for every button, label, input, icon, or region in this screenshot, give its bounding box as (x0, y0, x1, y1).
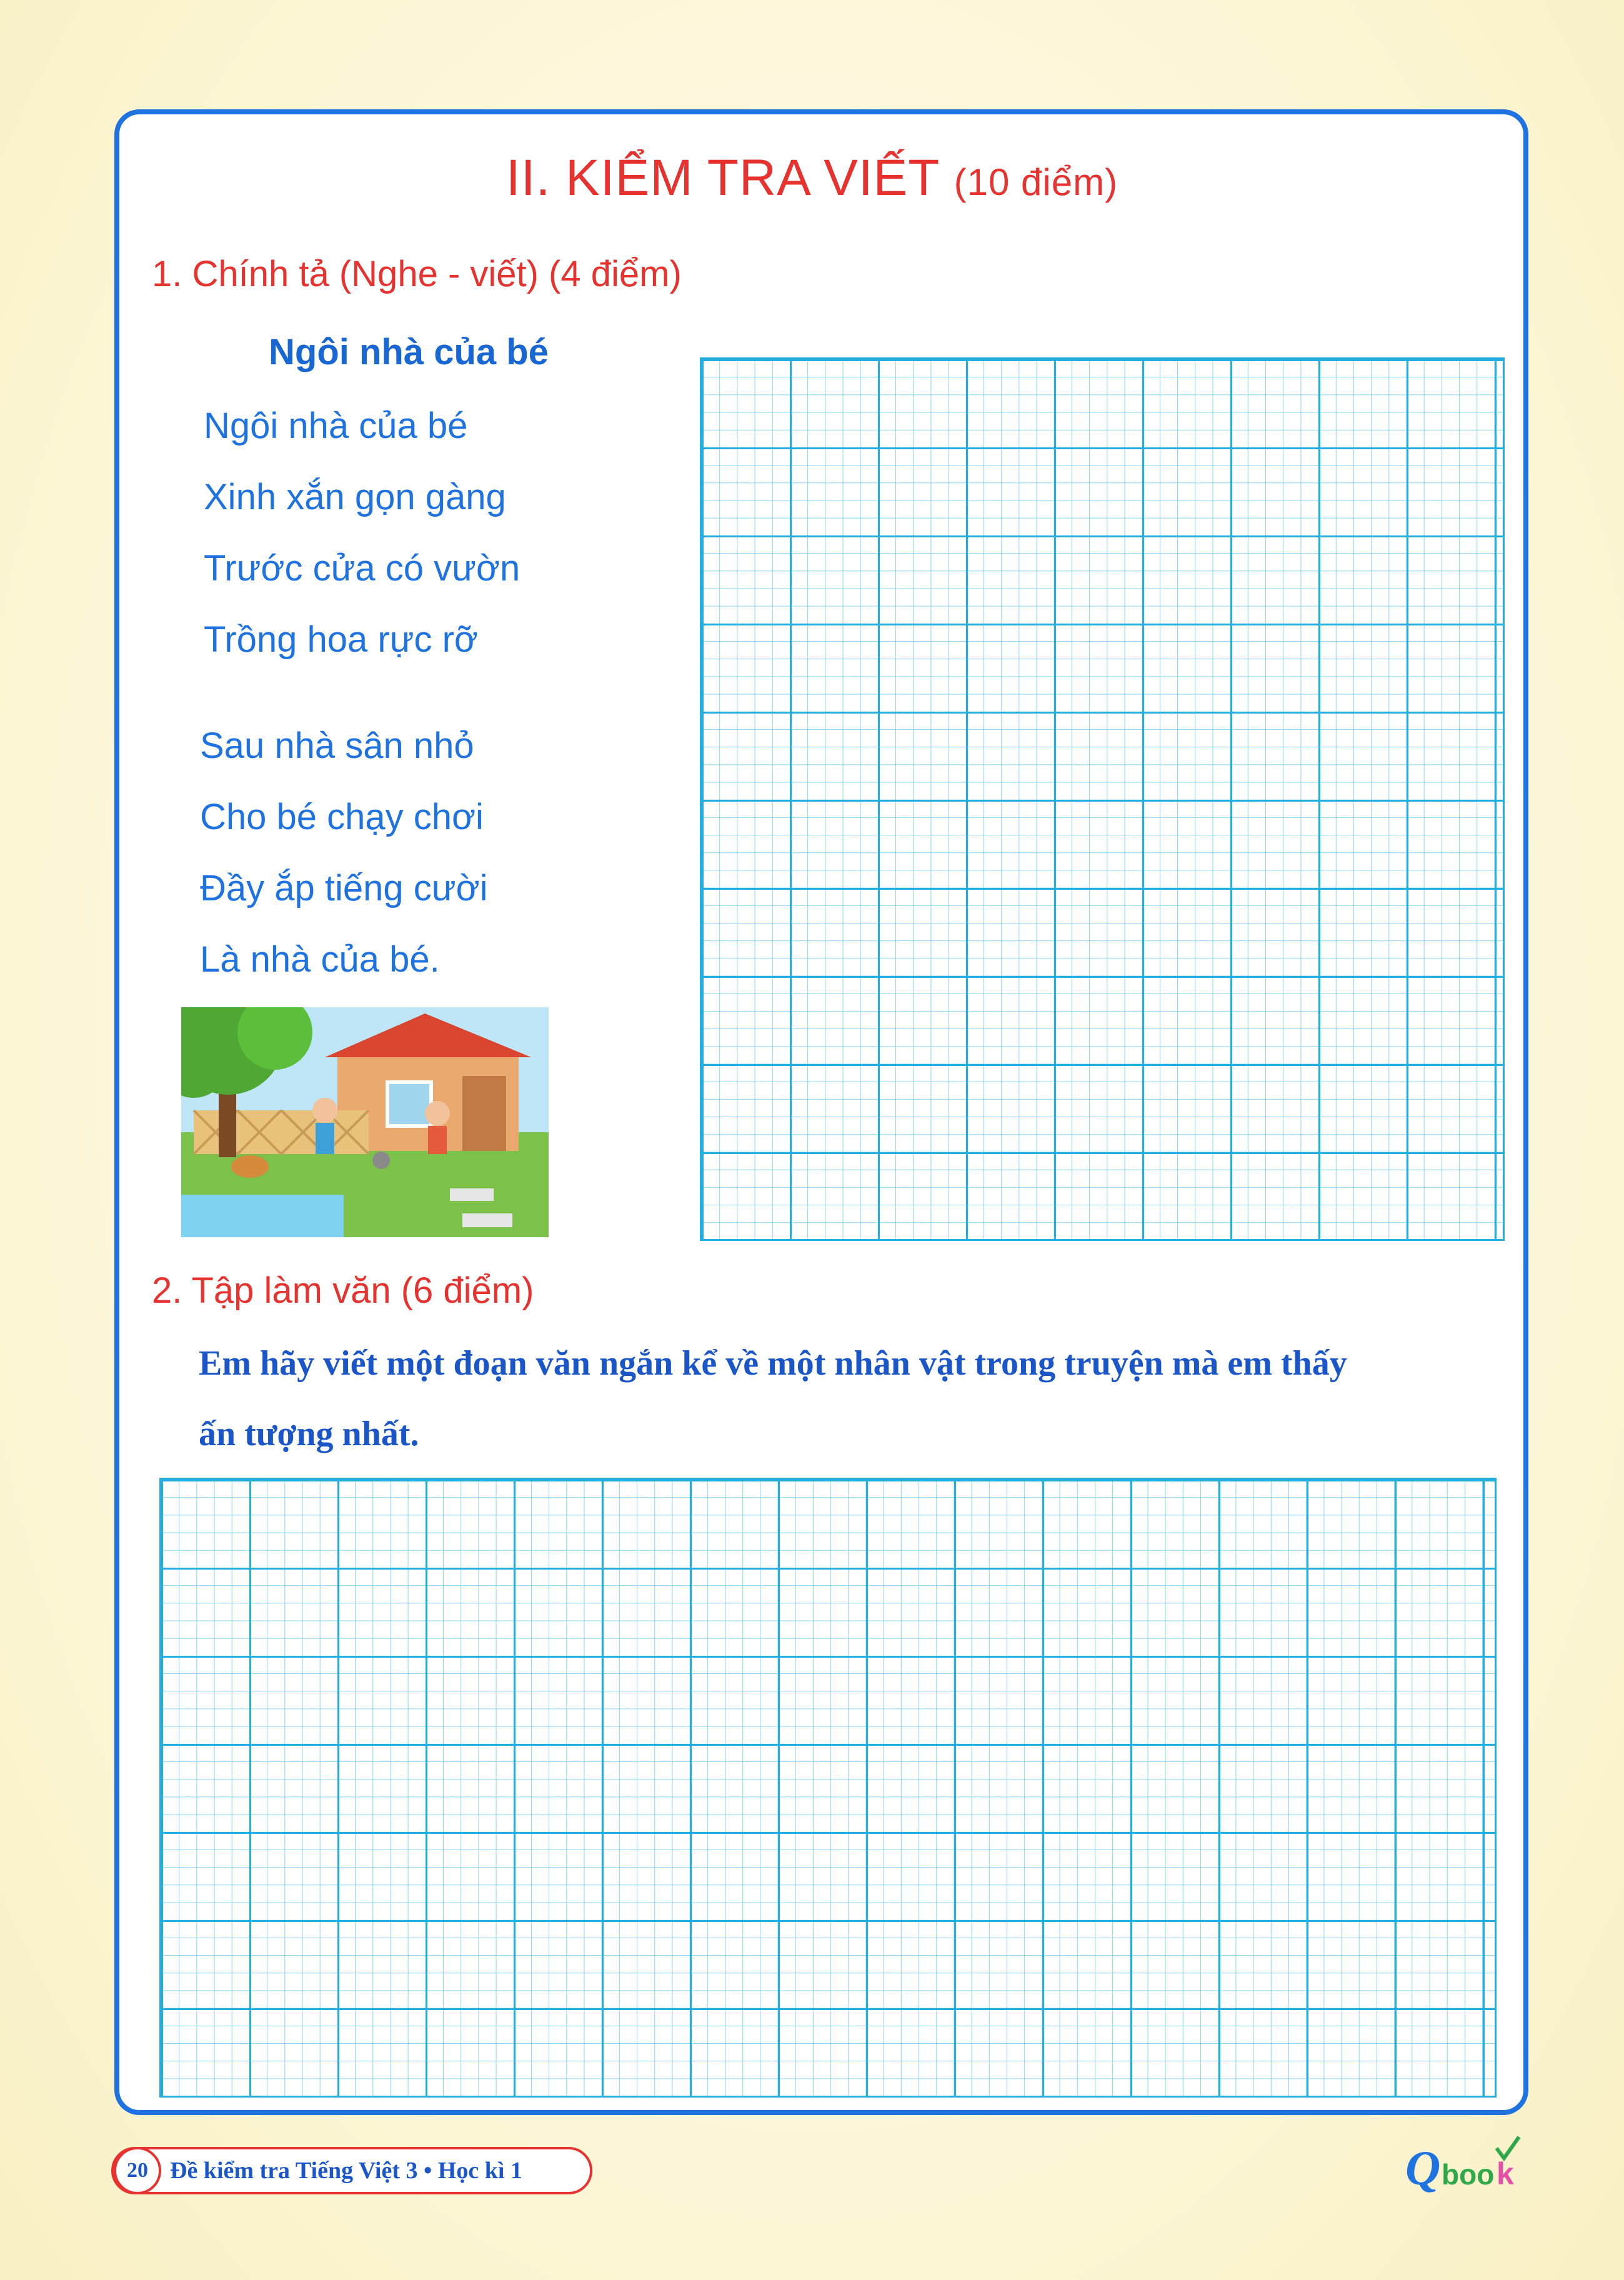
poem-line: Là nhà của bé. (200, 939, 440, 980)
poem-title: Ngôi nhà của bé (269, 332, 549, 372)
svg-text:boo: boo (1442, 2158, 1495, 2191)
poem-line: Sau nhà sân nhỏ (200, 725, 474, 766)
handwriting-grid-dictation[interactable] (700, 357, 1505, 1241)
poem-line: Đầy ắp tiếng cười (200, 868, 488, 909)
poem-line: Trồng hoa rực rỡ (204, 619, 478, 660)
footer-book-title: Đề kiểm tra Tiếng Việt 3 • Học kì 1 (170, 2158, 522, 2184)
poem-line: Trước cửa có vườn (204, 548, 521, 589)
svg-text:Q: Q (1405, 2141, 1441, 2195)
poem-line: Ngôi nhà của bé (204, 406, 468, 446)
essay-prompt-line-2: ấn tượng nhất. (199, 1415, 419, 1453)
section-title-main: II. KIỂM TRA VIẾT (506, 149, 939, 206)
svg-text:k: k (1497, 2156, 1514, 2191)
poem-line: Cho bé chạy chơi (200, 797, 484, 837)
handwriting-grid-essay[interactable] (159, 1478, 1497, 2098)
page-number: 20 (114, 2147, 161, 2194)
part2-heading: 2. Tập làm văn (6 điểm) (152, 1270, 534, 1311)
section-title (0, 149, 1624, 207)
house-garden-illustration (181, 1007, 549, 1237)
footer-badge (111, 2147, 592, 2194)
section-title-points: (10 điểm) (954, 161, 1118, 203)
essay-prompt-line-1: Em hãy viết một đoạn văn ngắn kể về một nhân vật trong truyện mà em thấy (199, 1344, 1347, 1383)
poem-line: Xinh xắn gọn gàng (204, 477, 506, 517)
qbook-logo (1403, 2129, 1528, 2204)
part1-heading: 1. Chính tả (Nghe - viết) (4 điểm) (152, 254, 682, 294)
